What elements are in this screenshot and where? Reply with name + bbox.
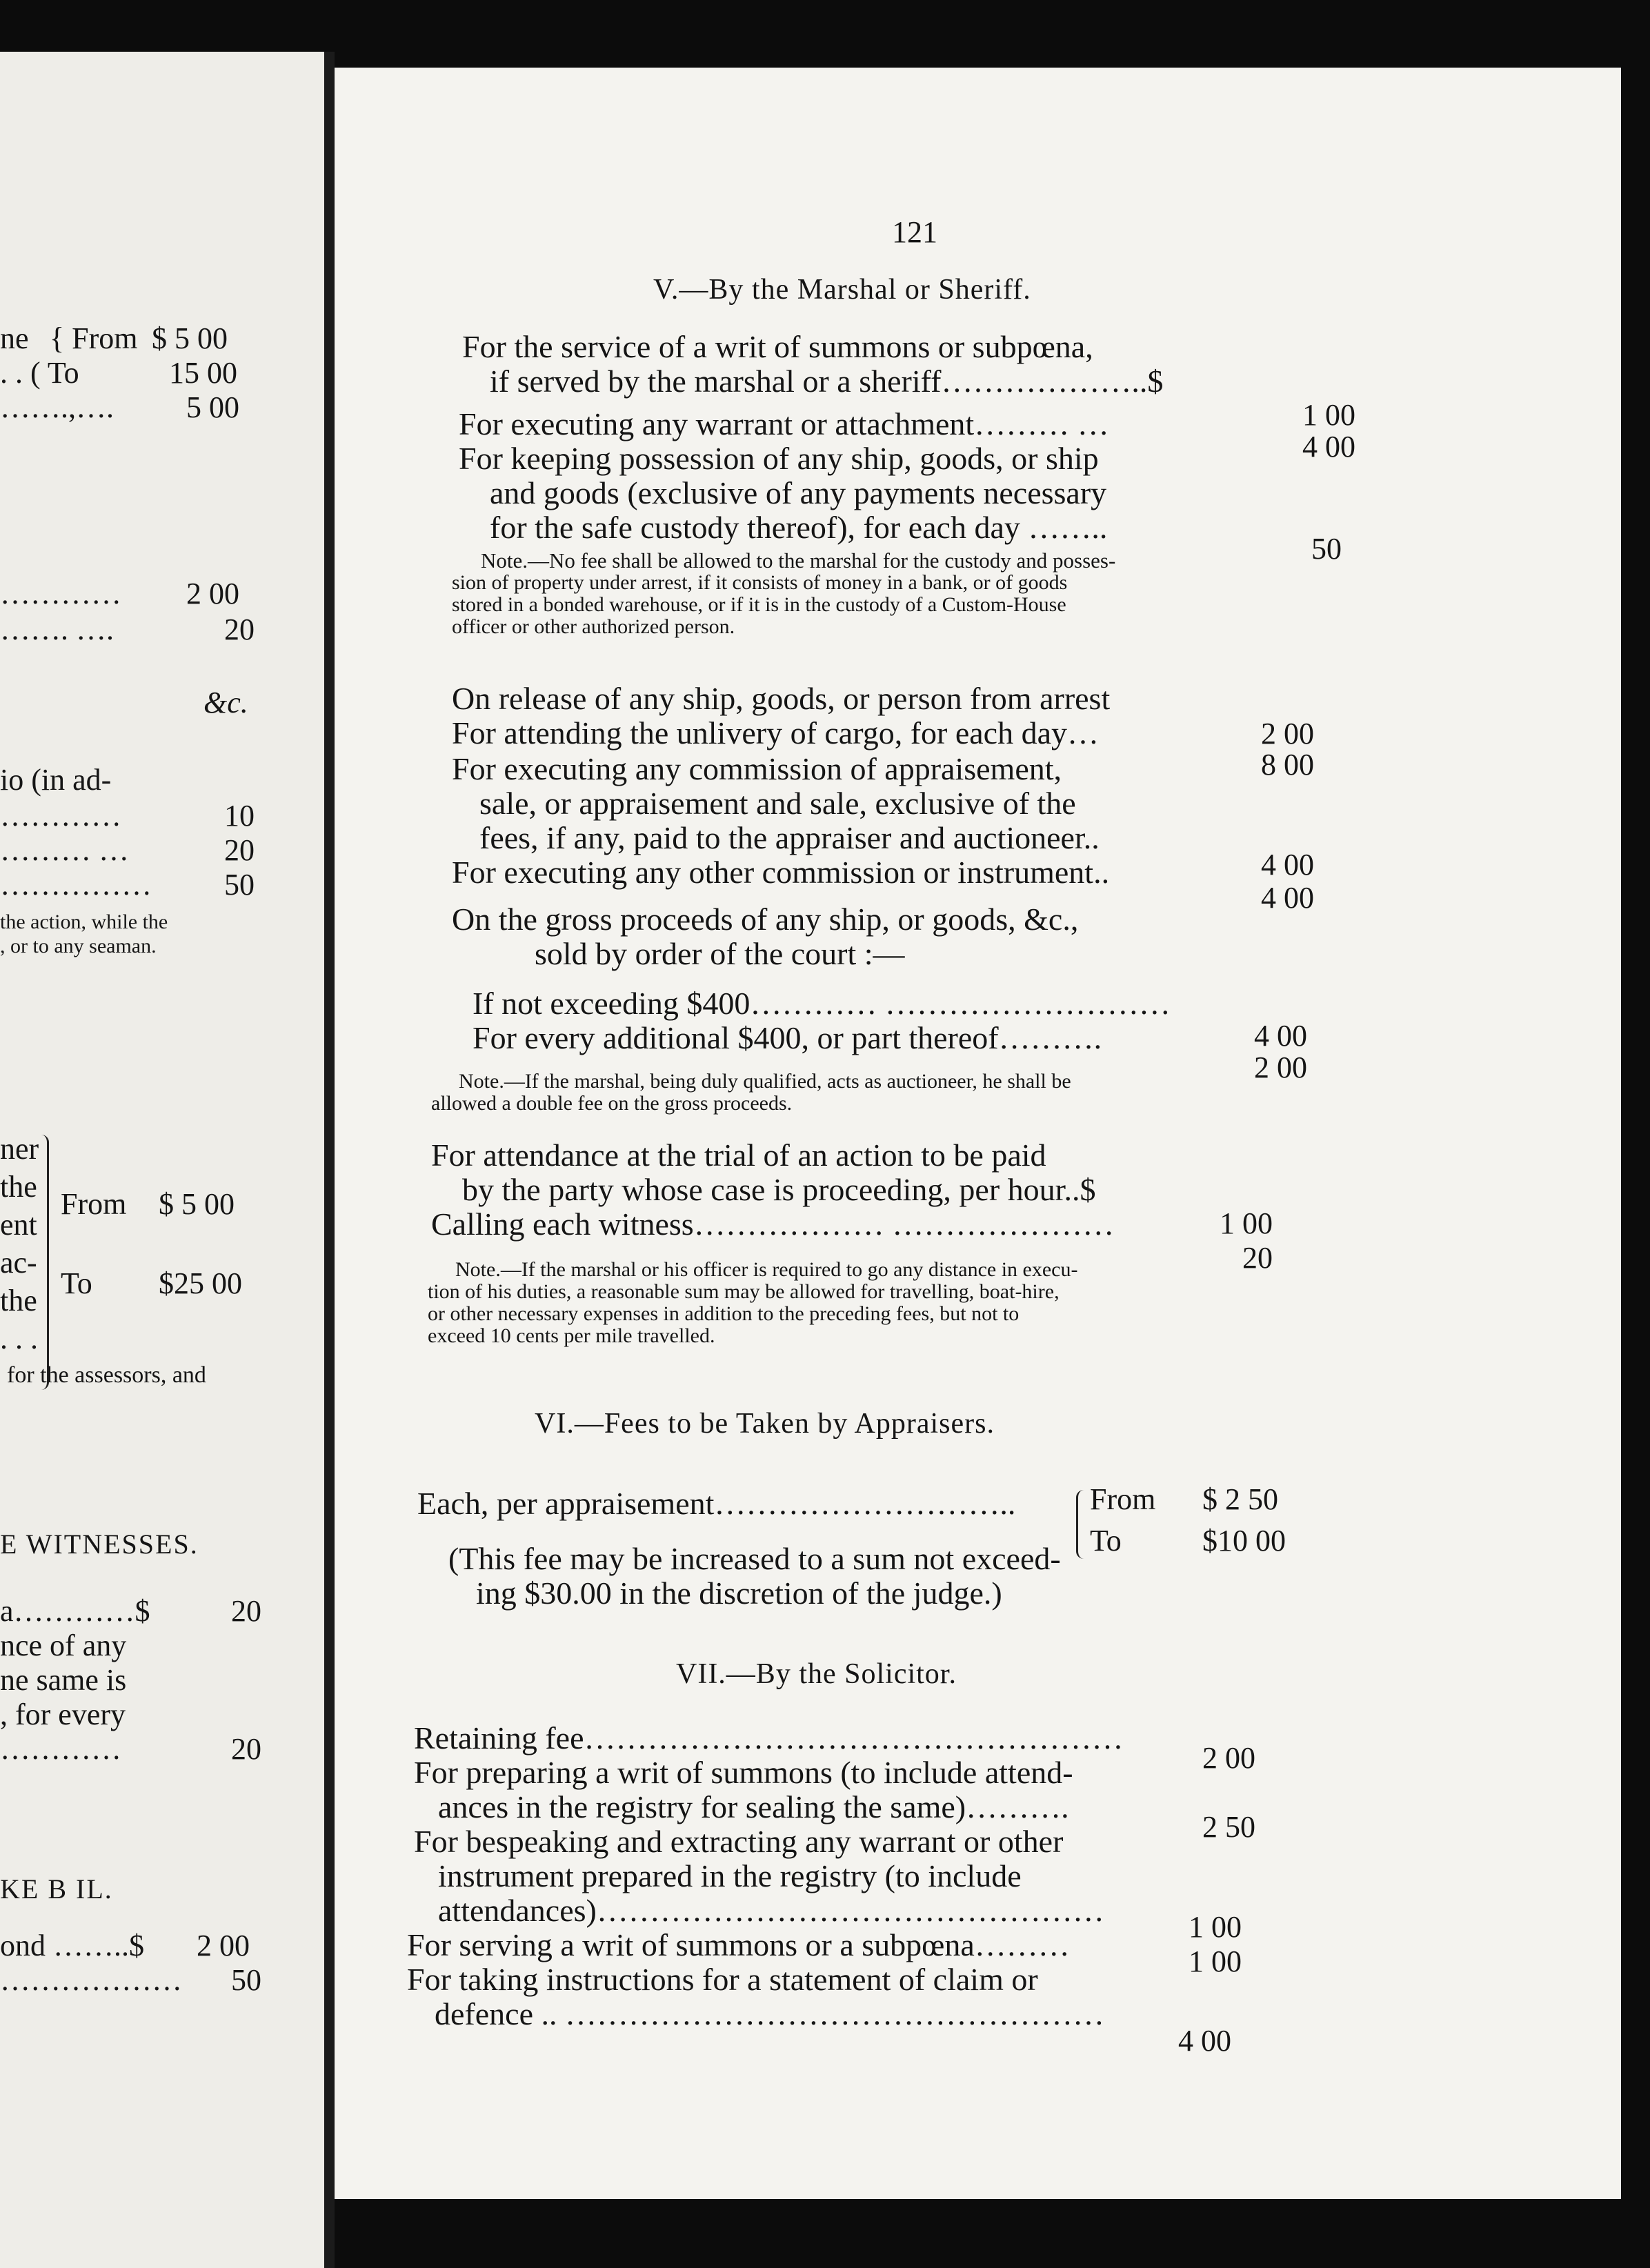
left-frag-dots-8: a…………$ (0, 1594, 150, 1628)
v-value-5: 8 00 (1261, 748, 1314, 782)
vii-line-6: attendances)………………………………………… (438, 1893, 1104, 1928)
left-frag-from-1: { From (50, 321, 138, 355)
v-line-2: if served by the marshal or a sheriff………………..$ (490, 364, 1164, 399)
vi-from-label: From (1090, 1482, 1156, 1516)
left-frag-amount-4: 2 00 (186, 577, 239, 610)
left-frag-amount-1: $ 5 00 (152, 321, 228, 355)
vii-value-4: 1 00 (1189, 1944, 1242, 1978)
v-line-15: If not exceeding $400………… ……………………… (473, 986, 1171, 1021)
left-frag-dots-1: …….,…. (0, 390, 114, 424)
left-frag-amount-5: 20 (224, 613, 255, 646)
left-frag-assessors: for the assessors, and (7, 1362, 206, 1388)
v-line-13: On the gross proceeds of any ship, or goods, &c., (452, 902, 1079, 937)
v-value-4: 2 00 (1261, 717, 1314, 750)
left-frag-bail-heading: KE B IL. (0, 1873, 113, 1904)
v-note-1-line-2: sion of property under arrest, if it consists of money in a bank, or of goods (452, 571, 1068, 594)
vi-line-1: Each, per appraisement……………………….. (417, 1486, 1016, 1521)
v-line-3: For executing any warrant or attachment……… … (459, 406, 1109, 441)
section-vi-heading: VI.—Fees to be Taken by Appraisers. (535, 1408, 995, 1440)
vii-line-4: For bespeaking and extracting any warrant or other (414, 1824, 1064, 1859)
left-frag-amount-13: 2 00 (197, 1929, 250, 1962)
vi-paren-line-2: ing $30.00 in the discretion of the judge.) (476, 1575, 1002, 1611)
v-note-3-line-3: or other necessary expenses in addition to the preceding fees, but not to (428, 1302, 1020, 1325)
v-line-11: fees, if any, paid to the appraiser and auctioneer.. (479, 820, 1100, 855)
left-frag-dots-10: ……………… (0, 1963, 182, 1997)
vii-line-5: instrument prepared in the registry (to include (438, 1858, 1022, 1893)
v-value-11: 20 (1242, 1241, 1273, 1275)
v-note-1-line-3: stored in a bonded warehouse, or if it is in the custody of a Custom-House (452, 593, 1066, 616)
v-line-10: sale, or appraisement and sale, exclusive of the (479, 786, 1076, 821)
left-frag-dots-3: ……. …. (0, 613, 114, 646)
left-frag-amount-11: 20 (231, 1594, 261, 1628)
v-note-3-line-2: tion of his duties, a reasonable sum may be allowed for travelling, boat-hire, (428, 1280, 1060, 1303)
vi-brace (1076, 1490, 1084, 1559)
v-note-1-text-1: Note.—No fee shall be allowed to the marshal for the custody and posses- (481, 548, 1116, 573)
v-value-1: 1 00 (1302, 398, 1355, 432)
vii-line-1: Retaining fee…………………………………………… (414, 1720, 1124, 1755)
left-frag-dots-5: ……… … (0, 833, 129, 867)
left-frag-nce-of-any: nce of any (0, 1629, 127, 1662)
v-line-16: For every additional $400, or part thereof………. (473, 1020, 1102, 1055)
vii-value-5: 4 00 (1178, 2024, 1231, 2058)
vii-value-3: 1 00 (1189, 1910, 1242, 1944)
left-frag-note-2: , or to any seaman. (0, 935, 157, 957)
left-frag-amount-9: $ 5 00 (159, 1187, 235, 1221)
left-frag-dots-9: ………… (0, 1732, 121, 1766)
left-frag-to-2: To (61, 1266, 92, 1300)
left-frag-amount-6: 10 (224, 799, 255, 833)
left-frag-bond: ond ……..$ (0, 1929, 144, 1962)
v-line-14: sold by order of the court :— (535, 936, 905, 971)
v-note-2-line-2: allowed a double fee on the gross proceeds. (431, 1092, 793, 1115)
v-line-9: For executing any commission of appraisement, (452, 751, 1062, 786)
left-frag-amount-2: 15 00 (169, 356, 237, 390)
left-frag-amount-7: 20 (224, 833, 255, 867)
v-value-3: 50 (1311, 532, 1342, 566)
v-value-6: 4 00 (1261, 848, 1314, 882)
v-line-7: On release of any ship, goods, or person from arrest (452, 681, 1111, 716)
v-line-12: For executing any other commission or instrument.. (452, 855, 1110, 890)
v-note-3-line-1: Note.—If the marshal or his officer is required to go any distance in execu- (455, 1258, 1078, 1281)
v-line-8: For attending the unlivery of cargo, for each day… (452, 715, 1100, 750)
left-frag-witnesses-heading: E WITNESSES. (0, 1529, 199, 1560)
vii-line-8: For taking instructions for a statement of claim or (407, 1962, 1038, 1997)
vi-from-value: $ 2 50 (1202, 1482, 1278, 1516)
v-value-2: 4 00 (1302, 430, 1355, 464)
left-frag-ne: ne (0, 321, 29, 355)
v-note-2-line-1: Note.—If the marshal, being duly qualified, acts as auctioneer, he shall be (459, 1070, 1071, 1093)
v-line-4: For keeping possession of any ship, goods, or ship (459, 441, 1099, 476)
left-frag-ac: ac- (0, 1246, 37, 1280)
vii-line-7: For serving a writ of summons or a subpœna……… (407, 1927, 1070, 1962)
left-page (0, 52, 324, 2268)
left-frag-amount-10: $25 00 (159, 1266, 242, 1300)
section-vii-heading: VII.—By the Solicitor. (676, 1658, 957, 1690)
left-brace (41, 1135, 49, 1390)
v-value-9: 2 00 (1254, 1051, 1307, 1084)
left-frag-the-1: the (0, 1170, 37, 1204)
left-frag-dots-2: ………… (0, 577, 121, 610)
left-frag-from-2: From (61, 1187, 127, 1221)
section-v-heading: V.—By the Marshal or Sheriff. (653, 274, 1031, 306)
left-frag-dots-6: …………… (0, 868, 152, 902)
vi-paren-line-1: (This fee may be increased to a sum not exceed- (448, 1541, 1061, 1576)
left-frag-dots-7: . . . (0, 1322, 38, 1355)
vii-line-3: ances in the registry for sealing the same)………. (438, 1789, 1069, 1824)
v-line-17: For attendance at the trial of an action to be paid (431, 1137, 1046, 1173)
left-frag-note-1: the action, while the (0, 911, 168, 933)
left-frag-the-2: the (0, 1284, 37, 1317)
vii-line-2: For preparing a writ of summons (to include attend- (414, 1755, 1073, 1790)
left-frag-in-ad: io (in ad- (0, 763, 112, 797)
v-note-1-line-4: officer or other authorized person. (452, 615, 735, 638)
v-value-8: 4 00 (1254, 1019, 1307, 1053)
left-frag-amount-8: 50 (224, 868, 255, 902)
vii-value-2: 2 50 (1202, 1810, 1255, 1844)
right-page (335, 68, 1621, 2199)
left-frag-etc: &c. (203, 686, 248, 719)
left-frag-amount-14: 50 (231, 1963, 261, 1997)
book-gutter (324, 52, 335, 2268)
left-frag-same-is: ne same is (0, 1663, 127, 1697)
v-note-3-line-4: exceed 10 cents per mile travelled. (428, 1324, 715, 1347)
left-frag-to-1: . . ( To (0, 356, 79, 390)
page-number: 121 (892, 215, 937, 249)
left-frag-ner: ner (0, 1132, 39, 1166)
v-value-10: 1 00 (1220, 1206, 1273, 1240)
v-line-6: for the safe custody thereof), for each day …….. (490, 510, 1108, 545)
vii-value-1: 2 00 (1202, 1741, 1255, 1775)
v-note-1-line-1 (481, 550, 1115, 571)
vi-to-value: $10 00 (1202, 1524, 1286, 1558)
v-line-5: and goods (exclusive of any payments necessary (490, 475, 1107, 510)
v-line-19: Calling each witness……………… ………………… (431, 1206, 1115, 1242)
left-frag-dots-4: ………… (0, 799, 121, 833)
v-line-18: by the party whose case is proceeding, per hour..$ (462, 1172, 1096, 1207)
left-frag-amount-12: 20 (231, 1732, 261, 1766)
v-line-1: For the service of a writ of summons or subpœna, (462, 329, 1093, 364)
left-frag-for-every: , for every (0, 1698, 126, 1731)
vi-to-label: To (1090, 1524, 1122, 1558)
vii-line-9: defence .. …………………………………………… (435, 1996, 1104, 2031)
left-frag-amount-3: 5 00 (186, 390, 239, 424)
v-value-7: 4 00 (1261, 881, 1314, 915)
left-frag-ent: ent (0, 1208, 37, 1242)
